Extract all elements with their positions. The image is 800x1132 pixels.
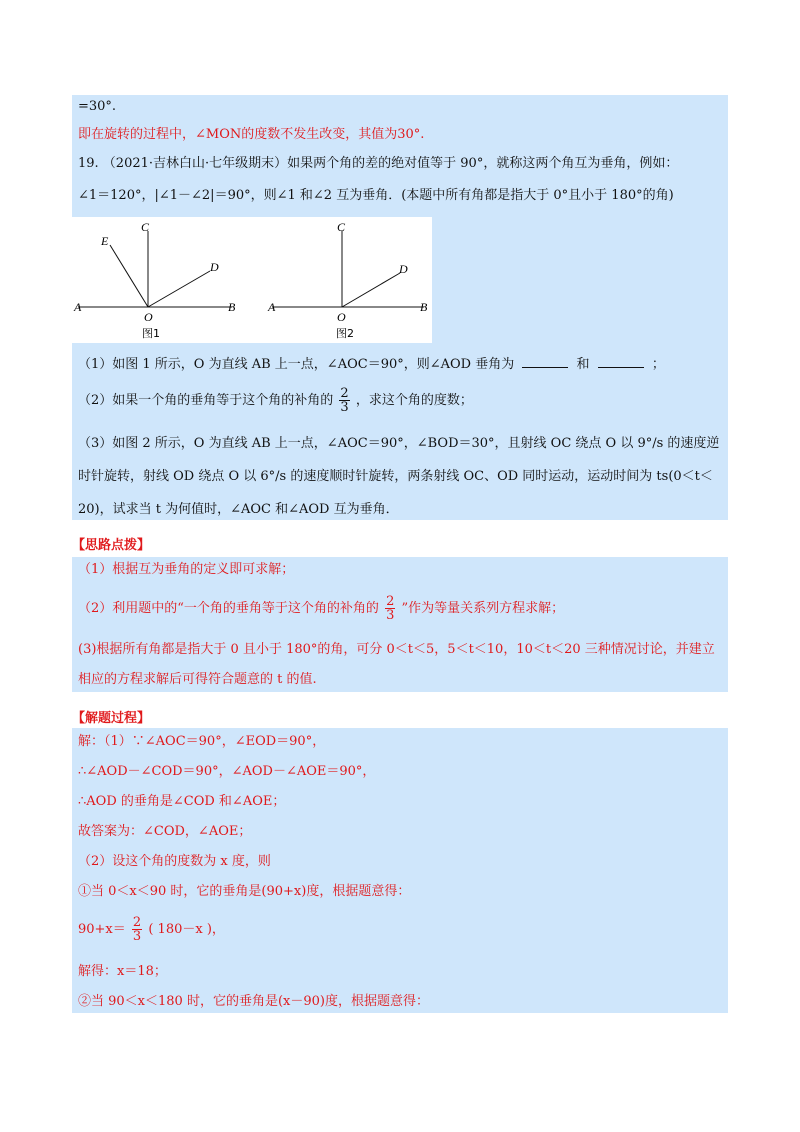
question-intro: ∠1＝120°，|∠1－∠2|＝90°，则∠1 和∠2 互为垂角．(本题中所有角都是指大于 0°且小于 180°的角) [78, 188, 674, 203]
label-a: A [268, 300, 276, 314]
hint-heading: 【思路点拨】 [72, 538, 151, 553]
solution-block [72, 728, 728, 1013]
solution-heading: 【解题过程】 [72, 711, 151, 726]
question-part-1 [78, 355, 665, 374]
q1-and: 和 [576, 357, 590, 372]
ray-od [342, 273, 400, 307]
text-line: =30°. [78, 99, 117, 114]
hint-line: 相应的方程求解后可得符合题意的 t 的值. [78, 672, 317, 687]
hint-line: (3)根据所有角都是指大于 0 且小于 180°的角，可分 0＜t＜5，5＜t＜10，10＜t＜20 三种情况讨论，并建立 [78, 642, 715, 657]
question-part-2 [78, 383, 473, 419]
equation-rhs: ( 180－x )， [148, 922, 225, 937]
hint-text: （2）利用题中的“一个角的垂角等于这个角的补角的 [78, 601, 379, 616]
angle-figures [72, 217, 432, 343]
question-intro: 19. （2021·吉林白山·七年级期末）如果两个角的差的绝对值等于 90°，就称这两个角互为垂角，例如： [78, 156, 679, 171]
hint-block [72, 557, 728, 692]
label-d: D [399, 262, 408, 276]
q2-text: （2）如果一个角的垂角等于这个角的补角的 [78, 393, 334, 408]
question-part-3: （3）如图 2 所示，O 为直线 AB 上一点，∠AOC＝90°，∠BOD＝30°，且射线 OC 绕点 O 以 9°/s 的速度逆 [78, 436, 720, 451]
fraction-numerator: 2 [132, 915, 142, 930]
label-e: E [101, 234, 109, 248]
fraction [385, 595, 395, 622]
question-part-3: 20)，试求当 t 为何值时，∠AOC 和∠AOD 互为垂角． [78, 502, 399, 517]
label-b: B [420, 300, 428, 314]
q2-suffix: ，求这个角的度数； [355, 393, 473, 408]
label-o: O [144, 310, 153, 324]
hint-text: ”作为等量关系列方程求解； [401, 601, 565, 616]
answer-blank [522, 355, 568, 368]
figure-2 [267, 220, 428, 340]
solution-line: ∴∠AOD－∠COD＝90°，∠AOD－∠AOE＝90°， [78, 764, 376, 779]
figure-1 [73, 220, 236, 340]
fraction-numerator: 2 [386, 594, 395, 609]
fraction-denominator: 3 [386, 608, 395, 623]
figure-panel [72, 217, 432, 343]
q1-end: ； [651, 357, 665, 372]
label-o: O [337, 310, 346, 324]
solution-line: 解：（1）∵∠AOC＝90°，∠EOD＝90°， [78, 734, 326, 749]
solution-line: （2）设这个角的度数为 x 度，则 [78, 854, 271, 869]
hint-line: （1）根据互为垂角的定义即可求解； [78, 562, 295, 577]
solution-line: 解得：x＝18； [78, 964, 167, 979]
solution-line: ②当 90＜x＜180 时，它的垂角是(x－90)度，根据题意得： [78, 994, 429, 1009]
answer-blank [598, 355, 644, 368]
label-d: D [210, 260, 219, 274]
fraction-denominator: 3 [340, 400, 349, 415]
solution-line: ①当 0＜x＜90 时，它的垂角是(90+x)度，根据题意得： [78, 884, 411, 899]
figure-caption: 图1 [142, 327, 160, 340]
ray-od [148, 271, 210, 307]
solution-line: 故答案为：∠COD，∠AOE； [78, 824, 252, 839]
figure-caption: 图2 [336, 327, 354, 340]
label-a: A [74, 300, 82, 314]
hint-line [78, 591, 564, 627]
text-line: 即在旋转的过程中，∠MON的度数不发生改变，其值为30°. [78, 127, 425, 142]
label-c: C [141, 220, 150, 234]
solution-line [78, 912, 225, 948]
fraction-denominator: 3 [132, 929, 142, 944]
fraction-numerator: 2 [340, 386, 349, 401]
label-b: B [228, 300, 236, 314]
solution-line: ∴AOD 的垂角是∠COD 和∠AOE； [78, 794, 286, 809]
q1-text: （1）如图 1 所示，O 为直线 AB 上一点，∠AOC＝90°，则∠AOD 垂角为 [78, 357, 515, 372]
question-part-3: 时针旋转，射线 OD 绕点 O 以 6°/s 的速度顺时针旋转，两条射线 OC、OD 同时运动，运动时间为 ts(0＜t＜ [78, 469, 713, 484]
fraction [132, 916, 142, 943]
fraction [339, 387, 349, 414]
equation-lhs: 90+x＝ [78, 922, 126, 937]
label-c: C [337, 220, 346, 234]
ray-oe [110, 245, 148, 307]
